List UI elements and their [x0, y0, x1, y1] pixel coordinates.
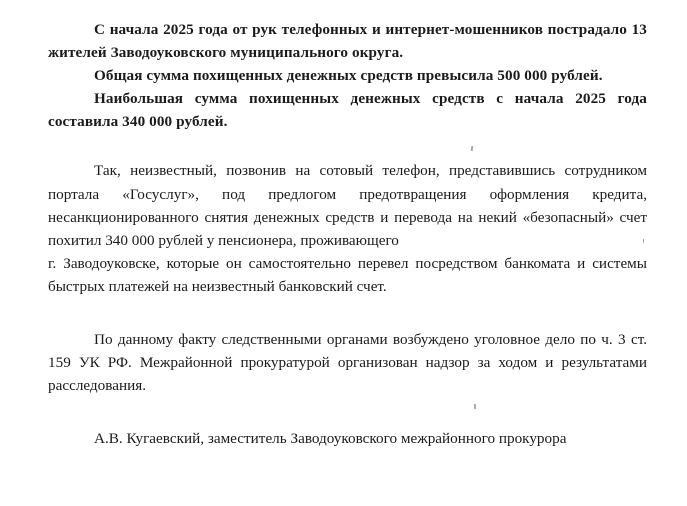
scan-artifact-icon: [474, 404, 477, 409]
paragraph-lead-max-sum: Наибольшая сумма похищенных денежных средств с начала 2025 года составила 340 000 рублей.: [48, 90, 647, 131]
paragraph-lead-total-sum: Общая сумма похищенных денежных средств превысила 500 000 рублей.: [94, 67, 603, 85]
paragraph-lead-victims: С начала 2025 года от рук телефонных и интернет-мошенников пострадало 13 жителей Заводоуковского муниципального округа.: [48, 21, 647, 62]
paragraph-signature: А.В. Кугаевский, заместитель Заводоуковского межрайонного прокурора: [94, 430, 567, 448]
spacer-before-signature: [48, 397, 647, 427]
paragraph-investigation: По данному факту следственными органами возбуждено уголовное дело по ч. 3 ст. 159 УК РФ. Межрайонной прокуратурой организован надзор за ходом и результатами расследования.: [48, 331, 647, 395]
spacer-before-investigation: [48, 298, 647, 328]
paragraph-case-continuation: г. Заводоуковске, которые он самостоятельно перевел посредством банкомата и системы быстрых платежей на неизвестный банковский счет.: [48, 254, 647, 295]
paragraph-case-description: Так, неизвестный, позвонив на сотовый телефон, представившись сотрудником портала «Госуслуг», под предлогом предотвращения оформления кредита, несанкционированного снятия денежных средств и перевода на некий «безопасный» счет похитил 340 000 рублей у пенсионера, проживающего: [48, 162, 647, 249]
scan-artifact-icon: [643, 239, 644, 243]
spacer-after-lead: [48, 133, 647, 159]
